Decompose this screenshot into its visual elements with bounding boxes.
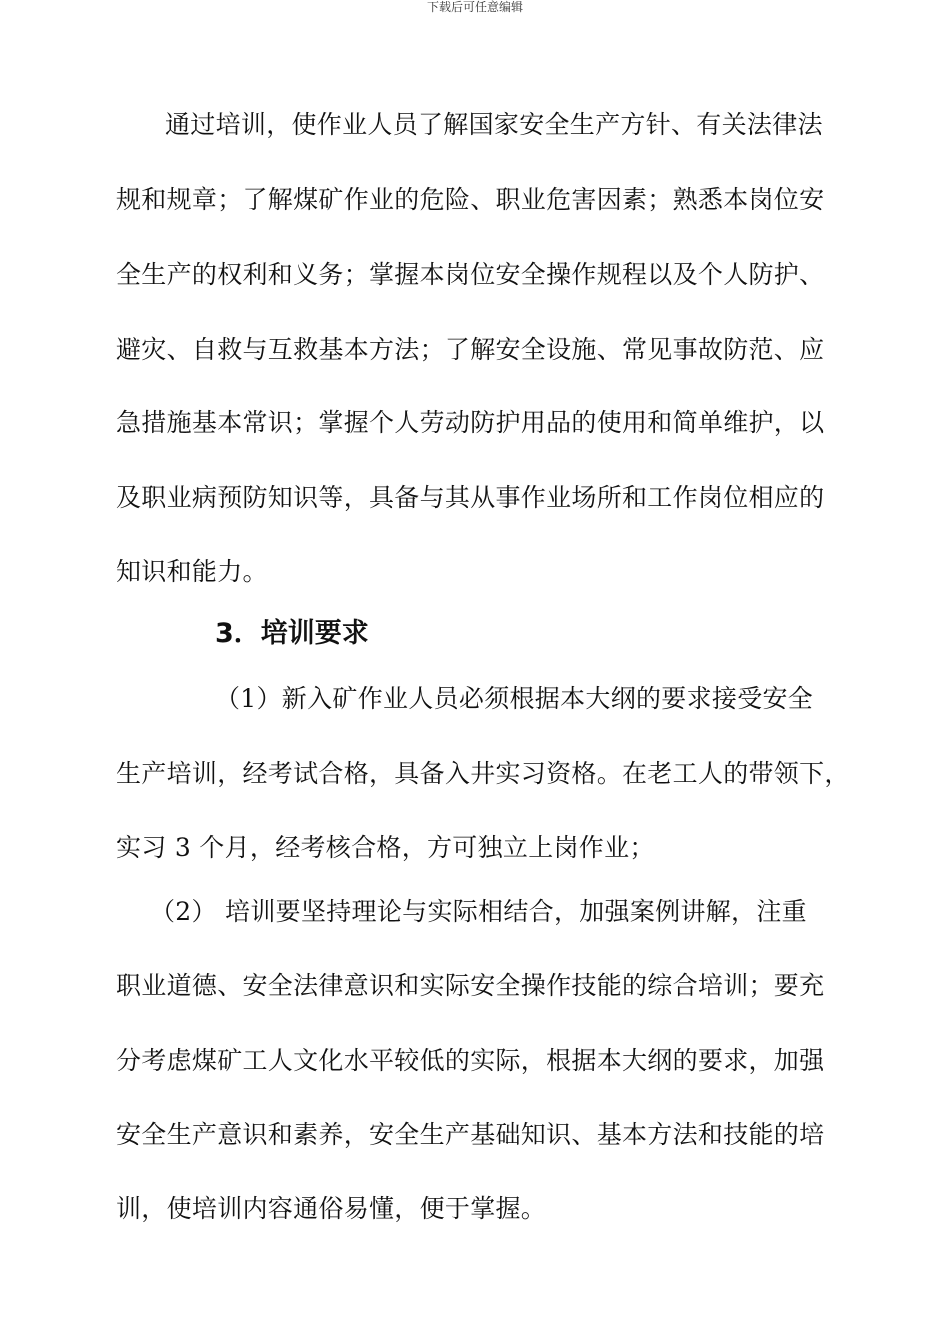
paragraph-line: （2） 培训要坚持理论与实际相结合，加强案例讲解，注重 <box>150 897 807 926</box>
paragraph-line: 安全生产意识和素养，安全生产基础知识、基本方法和技能的培 <box>116 1120 825 1149</box>
paragraph-line: 职业道德、安全法律意识和实际安全操作技能的综合培训；要充 <box>116 971 825 1000</box>
paragraph-line: 全生产的权利和义务；掌握本岗位安全操作规程以及个人防护、 <box>116 260 825 289</box>
paragraph-line: 及职业病预防知识等，具备与其从事作业场所和工作岗位相应的 <box>116 483 825 512</box>
paragraph-line: 避灾、自救与互救基本方法；了解安全设施、常见事故防范、应 <box>116 335 825 364</box>
paragraph-line: 生产培训，经考试合格，具备入井实习资格。在老工人的带领下， <box>116 759 850 788</box>
paragraph-line: 实习 3 个月，经考核合格，方可独立上岗作业； <box>116 833 655 862</box>
paragraph-line: （1）新入矿作业人员必须根据本大纲的要求接受安全 <box>215 684 814 713</box>
paragraph-line: 训，使培训内容通俗易懂，便于掌握。 <box>116 1194 547 1223</box>
page-header-note: 下载后可任意编辑 <box>426 0 523 14</box>
paragraph-line: 急措施基本常识；掌握个人劳动防护用品的使用和简单维护，以 <box>116 408 825 437</box>
paragraph-line: 知识和能力。 <box>116 557 268 586</box>
paragraph-line: 规和规章；了解煤矿作业的危险、职业危害因素；熟悉本岗位安 <box>116 185 825 214</box>
section-heading: 3．培训要求 <box>215 618 369 649</box>
paragraph-line: 分考虑煤矿工人文化水平较低的实际，根据本大纲的要求，加强 <box>116 1046 825 1075</box>
paragraph-line: 通过培训，使作业人员了解国家安全生产方针、有关法律法 <box>165 110 823 139</box>
